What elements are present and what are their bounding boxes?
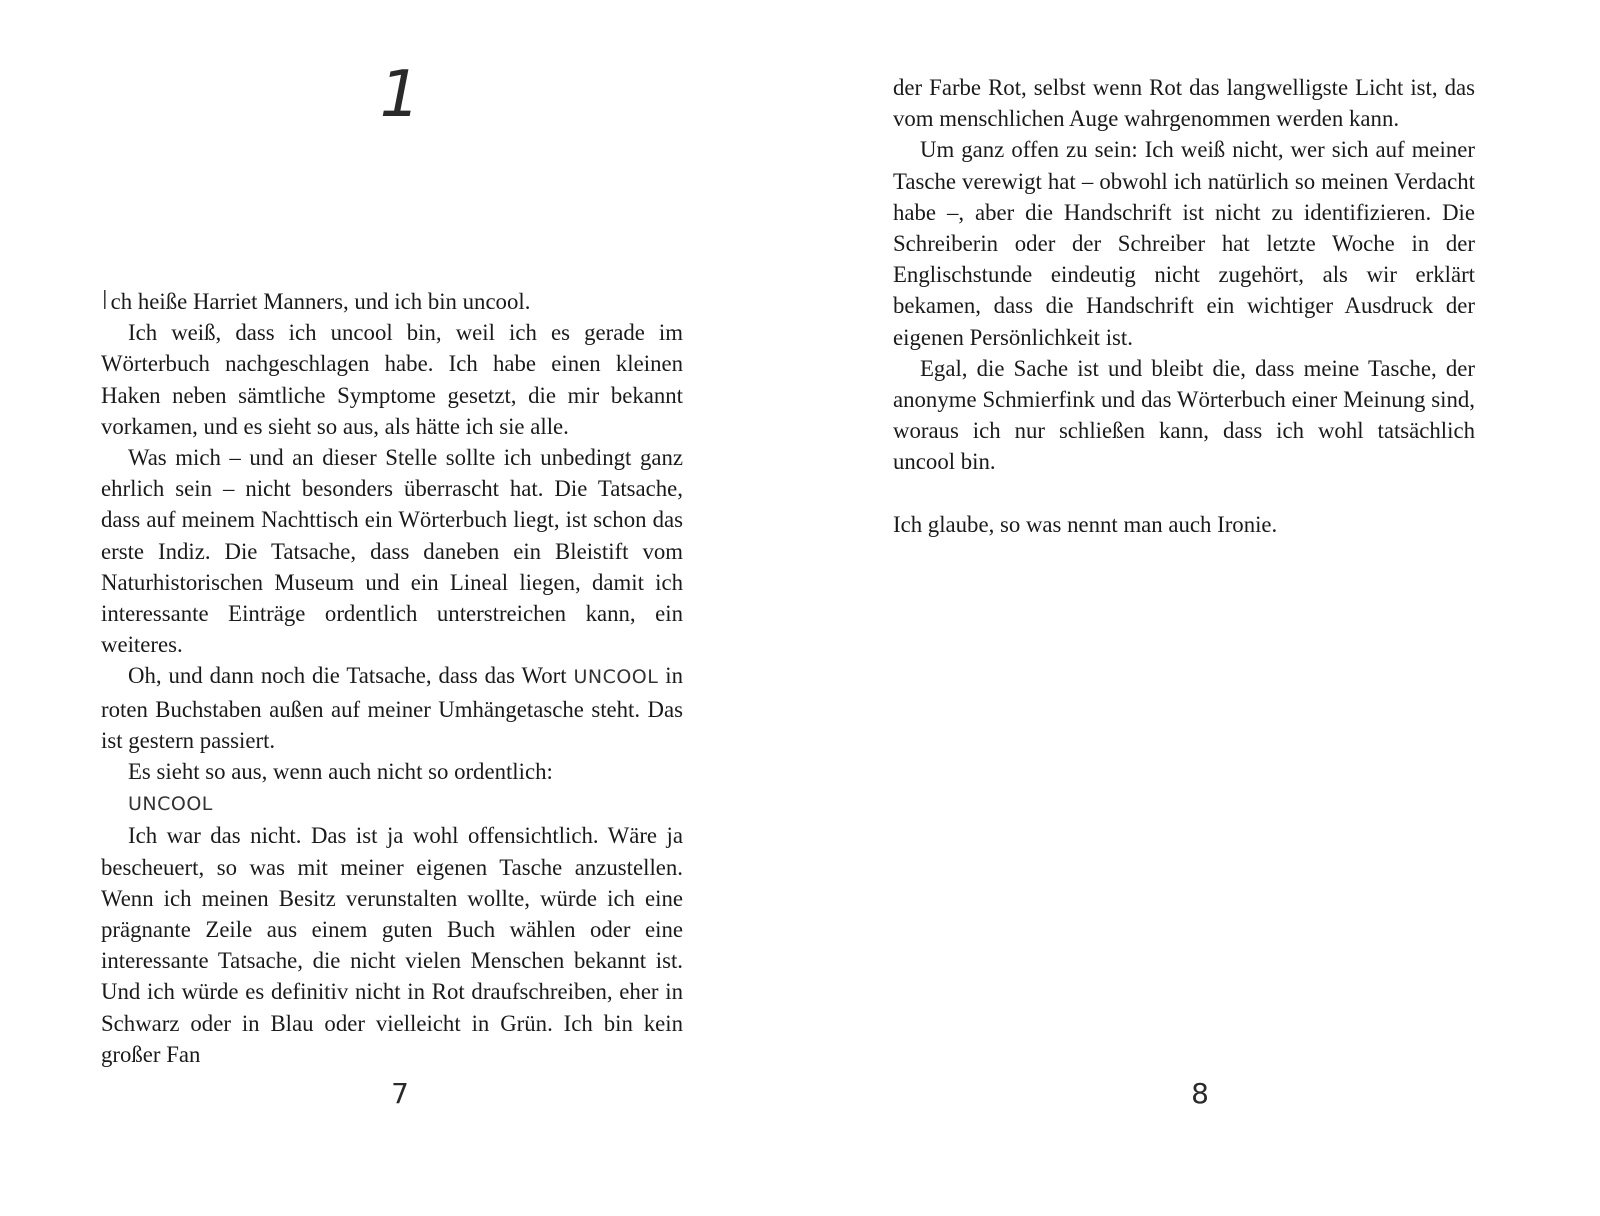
paragraph-2: Ich weiß, dass ich uncool bin, weil ich es gerade im Wörterbuch nachgeschlagen habe. Ich habe einen kleinen Haken neben sämtliche Symptome gesetzt, die mir bekannt vorkamen, und es sieht so aus, als hätte ich sie alle. <box>101 320 683 439</box>
paragraph-4-start: Oh, und dann noch die Tatsache, dass das Wort <box>128 663 567 689</box>
left-page-text <box>101 286 683 1070</box>
paragraph-continued: der Farbe Rot, selbst wenn Rot das langwelligste Licht ist, das vom menschlichen Auge wahrgenommen werden kann. <box>893 75 1475 132</box>
handwritten-word-inline: UNCOOL <box>573 666 659 689</box>
chapter-number: 1 <box>379 58 421 132</box>
page-number-left: 7 <box>391 1077 409 1110</box>
paragraph-5: Es sieht so aus, wenn auch nicht so ordentlich: <box>128 759 553 785</box>
paragraph-1 <box>101 286 683 317</box>
handwritten-sample-line <box>101 787 683 820</box>
paragraph-7: Um ganz offen zu sein: Ich weiß nicht, wer sich auf meiner Tasche verewigt hat – obwohl ich natürlich so meinen Verdacht habe –, aber die Handschrift ist nicht zu identifizieren. Die Schreiberin oder der Schreiber hat letzte Woche in der Englischstunde eindeutig nicht zugehört, als wir erklärt bekamen, dass die Handschrift ein wichtiger Ausdruck der eigenen Persönlichkeit ist. <box>893 137 1475 350</box>
right-page-text <box>893 72 1475 540</box>
paragraph-1-text: ch heiße Harriet Manners, und ich bin uncool. <box>110 289 531 314</box>
paragraph-4 <box>101 660 683 756</box>
paragraph-9: Ich glaube, so was nennt man auch Ironie. <box>893 511 1278 537</box>
paragraph-3: Was mich – und an dieser Stelle sollte ich unbedingt ganz ehrlich sein – nicht besonders überrascht hat. Die Tatsache, dass auf meinem Nachttisch ein Wörterbuch liegt, ist schon das erste Indiz. Die Tatsache, dass daneben ein Bleistift vom Naturhistorischen Museum und ein Lineal liegen, damit ich interessante Einträge ordentlich unterstreichen kann, ein weiteres. <box>101 445 683 658</box>
page-number-right: 8 <box>1191 1077 1209 1110</box>
handwritten-word-sample: UNCOOL <box>128 793 213 816</box>
paragraph-8: Egal, die Sache ist und bleibt die, dass meine Tasche, der anonyme Schmierfink und das Wörterbuch einer Meinung sind, woraus ich nur schließen kann, dass ich wohl tatsächlich uncool bin. <box>893 355 1475 475</box>
dropcap: I <box>101 286 109 316</box>
right-page <box>800 0 1600 1216</box>
paragraph-4-end: in roten Buchstaben außen auf meiner Umhängetasche steht. Das ist gestern passiert. <box>101 663 683 753</box>
paragraph-6: Ich war das nicht. Das ist ja wohl offensichtlich. Wäre ja bescheuert, so was mit meiner eigenen Tasche anzustellen. Wenn ich meinen Besitz verunstalten wollte, würde ich eine prägnante Zeile aus einem guten Buch wählen oder eine interessante Tatsache, die nicht vielen Menschen bekannt ist. Und ich würde es definitiv nicht in Rot draufschreiben, eher in Schwarz oder in Blau oder vielleicht in Grün. Ich bin kein großer Fan <box>101 823 683 1067</box>
